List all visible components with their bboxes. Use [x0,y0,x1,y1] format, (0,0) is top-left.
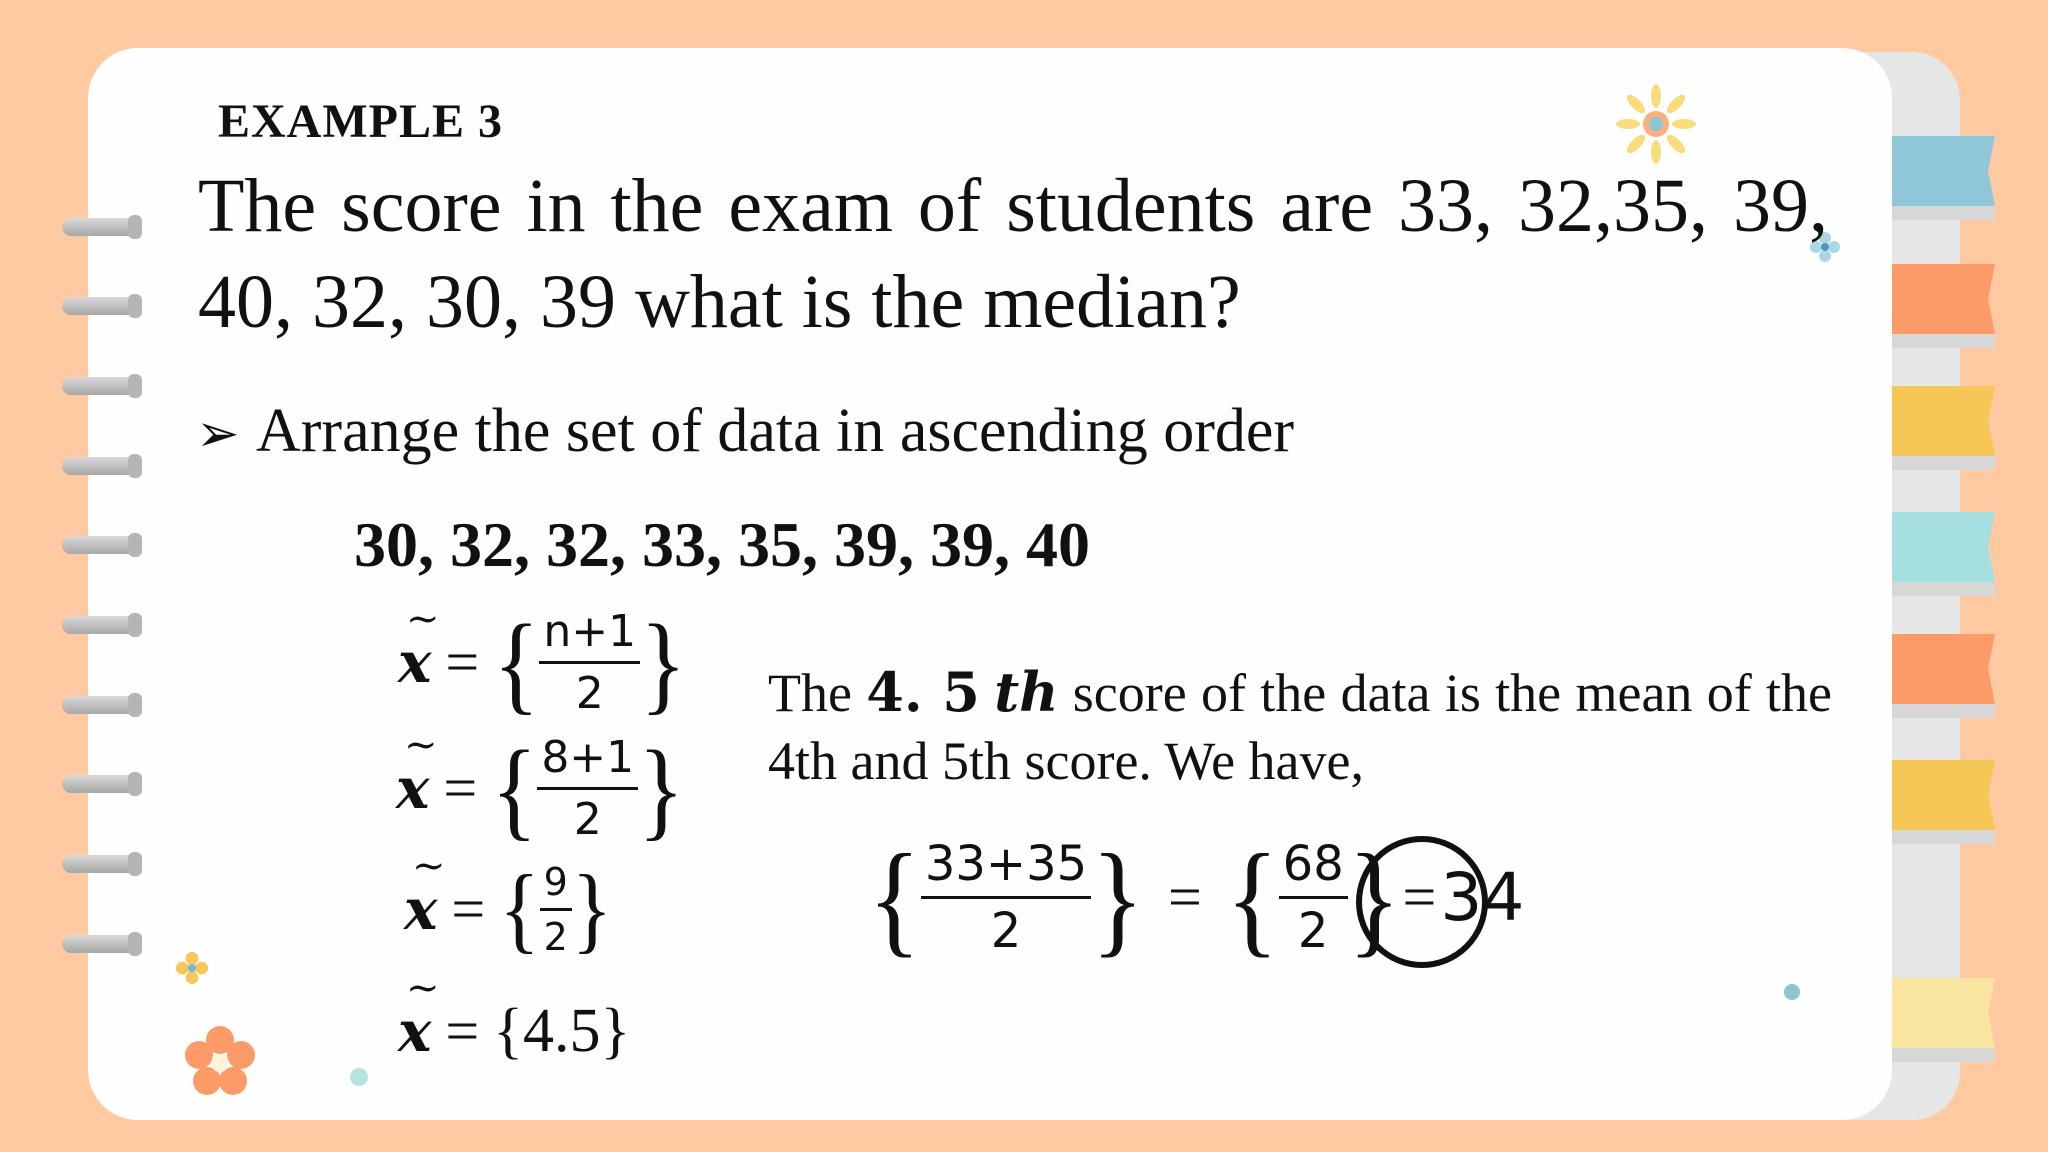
close-brace: } [640,600,687,724]
open-brace: { [1225,827,1279,968]
median-symbol: ~ x [404,842,446,943]
median-value: {4.5} [493,997,631,1065]
result-fraction: $\frac{68}{2}$ [1279,836,1348,959]
equals-sign: = [443,755,478,821]
question-text: The score in the exam of students are 33, 32,35, 39, 40, 32, 30, 39 what is the median? [198,164,1828,344]
step-text: Arrange the set of data in ascending order [256,397,1295,465]
spiral-ring [62,297,138,315]
spiral-ring [62,457,138,475]
open-brace: { [493,600,540,724]
open-brace: { [491,726,538,850]
spiral-ring [62,855,138,873]
equals-sign: = [1402,864,1437,930]
fraction: $\frac{n+1}{2}$ [539,606,640,719]
tab-shadow [1880,456,1995,470]
equals-sign: = [1168,864,1202,930]
spiral-ring [62,775,138,793]
notebook-tab-teal [1880,512,1995,582]
explanation-pre: The [768,663,852,723]
spiral-ring [62,935,138,953]
spiral-ring [62,616,138,634]
notebook-tab-yellow [1880,386,1995,456]
sun-flower-icon [1616,84,1696,164]
equals-sign: = [445,998,480,1064]
step-instruction [196,396,1294,467]
median-formula-line-3 [404,842,613,963]
final-answer: 34 [1440,859,1525,936]
tab-shadow [1880,334,1995,348]
decor-dot [1784,984,1800,1000]
orange-flower-icon [184,1026,256,1098]
small-yellow-flower-icon [176,952,208,984]
notebook-tab-orange-2 [1880,634,1995,704]
spiral-ring [62,377,138,395]
median-symbol: ~ x [398,964,440,1065]
open-brace: { [868,827,921,968]
close-brace: } [1347,827,1401,968]
tab-shadow [1880,582,1995,596]
close-brace: } [571,855,613,963]
notebook-tab-cream [1880,978,1995,1048]
ordinal-suffix: th [994,660,1059,724]
sum-fraction: $\frac{33+35}{2}$ [921,836,1091,959]
median-symbol: ~ x [398,595,440,696]
notebook-tab-yellow-2 [1880,760,1995,830]
equals-sign: = [445,629,480,695]
median-symbol: ~ x [396,721,438,822]
median-formula-line-1 [398,595,687,724]
spiral-ring [62,696,138,714]
fraction: $\frac{9}{2}$ [540,860,572,959]
open-brace: { [499,855,540,963]
notebook-tab-blue [1880,136,1995,206]
explanation-post: score of the data is the mean of the 4th and 5th score. We have, [768,663,1833,791]
tab-shadow [1880,1048,1995,1062]
close-brace: } [638,726,685,850]
tab-shadow [1880,830,1995,844]
decor-dot [350,1068,368,1086]
spiral-ring [62,218,138,236]
slide-title: EXAMPLE 3 [218,95,503,148]
equals-sign: = [451,876,486,942]
notebook-tab-orange [1880,264,1995,334]
median-position: 4. 5 [866,660,980,724]
close-brace: } [1091,827,1144,968]
arrow-bullet-icon: ➢ [196,406,240,463]
tab-shadow [1880,206,1995,220]
fraction: $\frac{8+1}{2}$ [537,732,638,845]
answer-circle [1356,836,1488,968]
median-formula-line-2 [396,721,685,850]
sorted-data: 30, 32, 32, 33, 35, 39, 39, 40 [354,509,1090,580]
spiral-ring [62,536,138,554]
median-formula-line-4 [398,964,631,1067]
explanation-text [768,658,1832,795]
tab-shadow [1880,704,1995,718]
